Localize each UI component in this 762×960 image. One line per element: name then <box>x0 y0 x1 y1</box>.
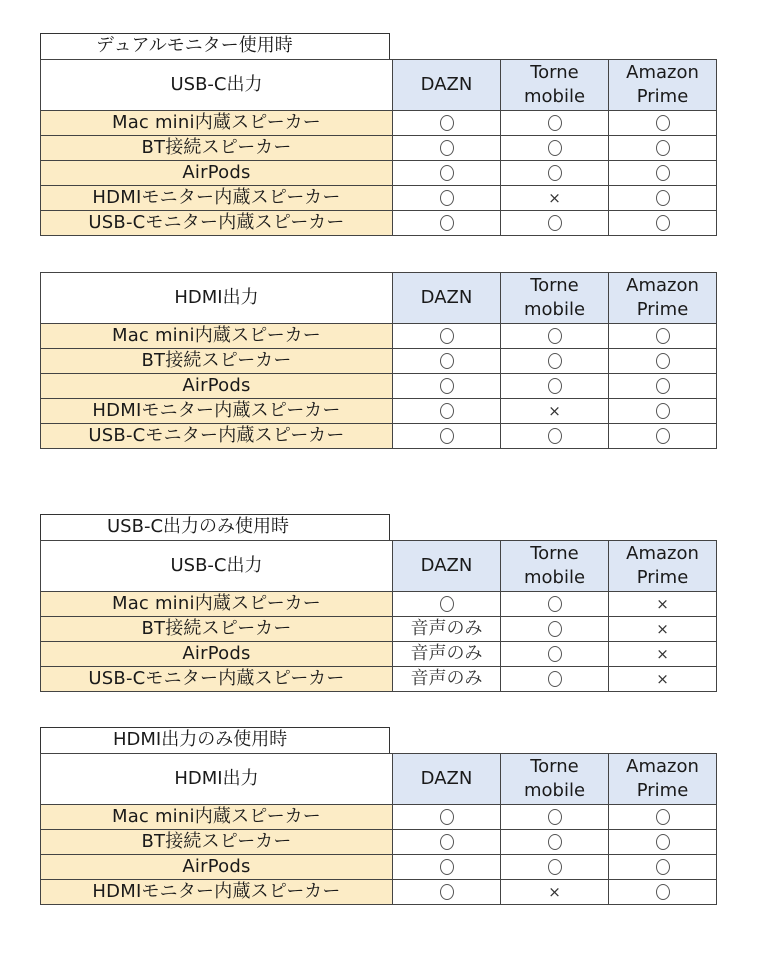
output-type-header: HDMI出力 <box>41 754 393 805</box>
supported-cell <box>609 374 717 399</box>
circle-icon <box>548 596 562 612</box>
supported-cell <box>393 161 501 186</box>
supported-cell <box>393 424 501 449</box>
circle-icon <box>656 215 670 231</box>
circle-icon <box>656 328 670 344</box>
circle-icon <box>548 859 562 875</box>
supported-cell <box>393 592 501 617</box>
table-row <box>41 324 717 349</box>
service-name-line2: Prime <box>636 299 689 320</box>
supported-cell <box>393 374 501 399</box>
circle-icon <box>440 428 454 444</box>
service-name-line2: mobile <box>523 567 586 588</box>
circle-icon <box>548 834 562 850</box>
section-title-dual-monitor: デュアルモニター使用時 <box>40 33 390 59</box>
cross-icon: × <box>656 595 669 613</box>
supported-cell <box>501 855 609 880</box>
supported-cell <box>501 374 609 399</box>
cross-icon: × <box>548 189 561 207</box>
supported-cell <box>393 324 501 349</box>
supported-cell <box>501 111 609 136</box>
cross-icon: × <box>548 883 561 901</box>
service-name-line1: Torne <box>530 756 579 777</box>
circle-icon <box>440 328 454 344</box>
supported-cell <box>501 667 609 692</box>
supported-cell <box>393 855 501 880</box>
circle-icon <box>548 428 562 444</box>
service-name-line1: Amazon <box>626 62 699 83</box>
supported-cell <box>393 830 501 855</box>
partial-support-cell <box>393 667 501 692</box>
table-row <box>41 349 717 374</box>
usbc-only-block <box>40 514 717 692</box>
service-header <box>609 754 717 805</box>
device-label: HDMIモニター内蔵スピーカー <box>41 186 393 211</box>
circle-icon <box>548 671 562 687</box>
service-name-line1: Amazon <box>626 543 699 564</box>
circle-icon <box>656 378 670 394</box>
service-name-line1: Torne <box>530 543 579 564</box>
service-header <box>501 754 609 805</box>
device-label: HDMIモニター内蔵スピーカー <box>41 880 393 905</box>
device-label: AirPods <box>41 161 393 186</box>
header-row <box>41 60 717 111</box>
service-name-line2: mobile <box>523 780 586 801</box>
service-header <box>609 273 717 324</box>
output-type-header: USB-C出力 <box>41 541 393 592</box>
service-name-line1: DAZN <box>420 74 473 95</box>
table-row <box>41 642 717 667</box>
supported-cell <box>393 211 501 236</box>
supported-cell <box>501 211 609 236</box>
supported-cell <box>501 592 609 617</box>
device-label: HDMIモニター内蔵スピーカー <box>41 399 393 424</box>
supported-cell <box>609 830 717 855</box>
table-row <box>41 880 717 905</box>
cross-icon: × <box>656 645 669 663</box>
device-label: BT接続スピーカー <box>41 349 393 374</box>
supported-cell <box>609 399 717 424</box>
supported-cell <box>609 349 717 374</box>
device-label: Mac mini内蔵スピーカー <box>41 324 393 349</box>
circle-icon <box>656 428 670 444</box>
supported-cell <box>501 830 609 855</box>
device-label: BT接続スピーカー <box>41 830 393 855</box>
supported-cell <box>393 136 501 161</box>
service-header <box>393 754 501 805</box>
service-header <box>393 273 501 324</box>
service-name-line1: DAZN <box>420 287 473 308</box>
supported-cell <box>501 617 609 642</box>
supported-cell <box>393 399 501 424</box>
supported-cell <box>501 349 609 374</box>
circle-icon <box>440 809 454 825</box>
service-name-line1: Amazon <box>626 756 699 777</box>
device-label: Mac mini内蔵スピーカー <box>41 592 393 617</box>
circle-icon <box>548 140 562 156</box>
table-row <box>41 399 717 424</box>
table-row <box>41 374 717 399</box>
table-row <box>41 111 717 136</box>
supported-cell <box>609 424 717 449</box>
circle-icon <box>548 115 562 131</box>
circle-icon <box>656 403 670 419</box>
circle-icon <box>656 115 670 131</box>
supported-cell <box>501 136 609 161</box>
compat-table-hdmi-only <box>40 753 717 905</box>
header-row <box>41 754 717 805</box>
unsupported-cell <box>609 642 717 667</box>
unsupported-cell <box>609 617 717 642</box>
supported-cell <box>609 855 717 880</box>
service-header <box>501 541 609 592</box>
table-row <box>41 136 717 161</box>
service-name-line2: Prime <box>636 86 689 107</box>
device-label: Mac mini内蔵スピーカー <box>41 111 393 136</box>
compat-table-dual-hdmi <box>40 272 717 449</box>
cross-icon: × <box>548 402 561 420</box>
device-label: AirPods <box>41 855 393 880</box>
circle-icon <box>440 403 454 419</box>
circle-icon <box>440 596 454 612</box>
service-header <box>609 60 717 111</box>
supported-cell <box>393 805 501 830</box>
service-name-line2: mobile <box>523 86 586 107</box>
supported-cell <box>501 161 609 186</box>
service-name-line1: Torne <box>530 275 579 296</box>
service-name-line1: DAZN <box>420 555 473 576</box>
device-label: Mac mini内蔵スピーカー <box>41 805 393 830</box>
service-header <box>609 541 717 592</box>
circle-icon <box>656 140 670 156</box>
header-row <box>41 273 717 324</box>
unsupported-cell <box>501 399 609 424</box>
circle-icon <box>548 215 562 231</box>
supported-cell <box>609 186 717 211</box>
supported-cell <box>501 642 609 667</box>
table-row <box>41 855 717 880</box>
device-label: USB-Cモニター内蔵スピーカー <box>41 424 393 449</box>
circle-icon <box>656 859 670 875</box>
table-row <box>41 161 717 186</box>
partial-support-cell <box>393 617 501 642</box>
supported-cell <box>609 211 717 236</box>
supported-cell <box>501 805 609 830</box>
output-type-header: HDMI出力 <box>41 273 393 324</box>
service-header <box>501 60 609 111</box>
section-title-hdmi-only: HDMI出力のみ使用時 <box>40 727 390 753</box>
service-name-line1: Amazon <box>626 275 699 296</box>
device-label: USB-Cモニター内蔵スピーカー <box>41 211 393 236</box>
cross-icon: × <box>656 620 669 638</box>
supported-cell <box>609 880 717 905</box>
supported-cell <box>609 324 717 349</box>
circle-icon <box>440 190 454 206</box>
service-name-line1: DAZN <box>420 768 473 789</box>
circle-icon <box>656 190 670 206</box>
circle-icon <box>548 646 562 662</box>
table-row <box>41 830 717 855</box>
supported-cell <box>609 136 717 161</box>
unsupported-cell <box>609 592 717 617</box>
circle-icon <box>440 834 454 850</box>
unsupported-cell <box>501 880 609 905</box>
service-name-line2: mobile <box>523 299 586 320</box>
circle-icon <box>440 165 454 181</box>
circle-icon <box>440 215 454 231</box>
audio-only-label: 音声のみ <box>410 643 483 664</box>
circle-icon <box>548 328 562 344</box>
output-type-header: USB-C出力 <box>41 60 393 111</box>
circle-icon <box>656 884 670 900</box>
circle-icon <box>440 884 454 900</box>
circle-icon <box>656 809 670 825</box>
circle-icon <box>440 859 454 875</box>
device-label: BT接続スピーカー <box>41 617 393 642</box>
cross-icon: × <box>656 670 669 688</box>
circle-icon <box>548 809 562 825</box>
circle-icon <box>656 165 670 181</box>
table-row <box>41 667 717 692</box>
circle-icon <box>656 353 670 369</box>
device-label: AirPods <box>41 374 393 399</box>
table-row <box>41 211 717 236</box>
partial-support-cell <box>393 642 501 667</box>
circle-icon <box>440 140 454 156</box>
service-header <box>393 60 501 111</box>
circle-icon <box>548 621 562 637</box>
circle-icon <box>548 353 562 369</box>
audio-only-label: 音声のみ <box>410 668 483 689</box>
hdmi-only-block <box>40 727 717 905</box>
supported-cell <box>609 161 717 186</box>
supported-cell <box>393 880 501 905</box>
audio-only-label: 音声のみ <box>410 618 483 639</box>
device-label: BT接続スピーカー <box>41 136 393 161</box>
dual-monitor-hdmi-block <box>40 272 717 449</box>
header-row <box>41 541 717 592</box>
compat-table-dual-usbc <box>40 59 717 236</box>
supported-cell <box>393 111 501 136</box>
supported-cell <box>609 111 717 136</box>
service-name-line2: Prime <box>636 780 689 801</box>
compat-table-usbc-only <box>40 540 717 692</box>
unsupported-cell <box>609 667 717 692</box>
section-title-usbc-only: USB-C出力のみ使用時 <box>40 514 390 540</box>
supported-cell <box>393 186 501 211</box>
circle-icon <box>440 353 454 369</box>
unsupported-cell <box>501 186 609 211</box>
circle-icon <box>548 378 562 394</box>
circle-icon <box>548 165 562 181</box>
service-name-line2: Prime <box>636 567 689 588</box>
service-name-line1: Torne <box>530 62 579 83</box>
circle-icon <box>440 378 454 394</box>
supported-cell <box>393 349 501 374</box>
circle-icon <box>656 834 670 850</box>
dual-monitor-usbc-block <box>40 33 717 236</box>
table-row <box>41 424 717 449</box>
service-header <box>501 273 609 324</box>
circle-icon <box>440 115 454 131</box>
table-row <box>41 805 717 830</box>
supported-cell <box>609 805 717 830</box>
table-row <box>41 617 717 642</box>
supported-cell <box>501 424 609 449</box>
table-row <box>41 186 717 211</box>
device-label: AirPods <box>41 642 393 667</box>
supported-cell <box>501 324 609 349</box>
service-header <box>393 541 501 592</box>
device-label: USB-Cモニター内蔵スピーカー <box>41 667 393 692</box>
table-row <box>41 592 717 617</box>
